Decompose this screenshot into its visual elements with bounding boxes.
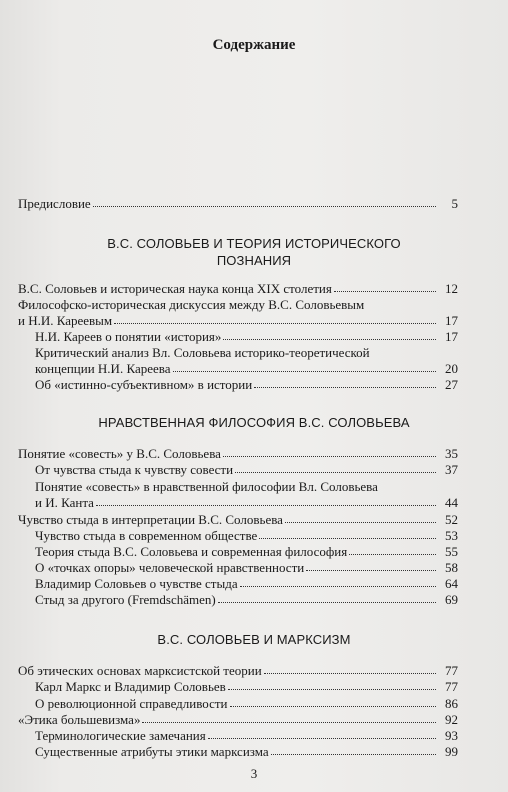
leader-dots bbox=[208, 728, 436, 739]
toc-entry[interactable] bbox=[0, 296, 508, 313]
toc-entry-title: Чувство стыда в современном обществе bbox=[35, 528, 258, 543]
toc-entry[interactable] bbox=[0, 575, 508, 592]
toc-entry-preface[interactable] bbox=[0, 195, 508, 212]
toc-entry-title: концепции Н.И. Кареева bbox=[35, 361, 171, 376]
toc-entry-page: 64 bbox=[445, 576, 458, 591]
leader-dots bbox=[114, 313, 436, 324]
toc-entry-title: и Н.И. Кареевым bbox=[18, 313, 113, 328]
toc-entry-title: Н.И. Кареев о понятии «история» bbox=[35, 329, 222, 344]
toc-entry-title: Существенные атрибуты этики марксизма bbox=[35, 744, 269, 759]
section-heading: В.С. СОЛОВЬЕВ И ТЕОРИЯ ИСТОРИЧЕСКОГО bbox=[107, 236, 401, 251]
toc-entry-page: 92 bbox=[445, 712, 458, 727]
toc-entry-page: 20 bbox=[445, 361, 458, 376]
page-title: Содержание bbox=[212, 37, 296, 53]
leader-dots bbox=[254, 377, 436, 388]
toc-entry[interactable] bbox=[0, 727, 508, 744]
toc-entry[interactable] bbox=[0, 461, 508, 478]
toc-entry[interactable] bbox=[0, 328, 508, 345]
toc-entry-title: Понятие «совесть» у В.С. Соловьева bbox=[18, 446, 221, 461]
section-heading-continued: ПОЗНАНИЯ bbox=[216, 253, 292, 268]
page-number: 3 bbox=[250, 766, 258, 781]
leader-dots bbox=[142, 712, 436, 723]
toc-entry-page: 52 bbox=[445, 512, 458, 527]
leader-dots bbox=[285, 512, 436, 523]
toc-entry-page: 35 bbox=[445, 446, 458, 461]
leader-dots bbox=[223, 329, 436, 340]
toc-entry-title: «Этика большевизма» bbox=[18, 712, 141, 727]
toc-entry-title: О революционной справедливости bbox=[35, 696, 228, 711]
leader-dots bbox=[228, 679, 436, 690]
toc-entry[interactable] bbox=[0, 445, 508, 462]
toc-entry-continued[interactable] bbox=[0, 312, 508, 329]
toc-entry-page: 55 bbox=[445, 544, 458, 559]
toc-entry-title: Чувство стыда в интерпретации В.С. Соловьева bbox=[18, 512, 283, 527]
leader-dots bbox=[264, 663, 436, 674]
toc-entry-title: Терминологические замечания bbox=[35, 728, 206, 743]
leader-dots bbox=[306, 560, 436, 571]
toc-entry-page: 27 bbox=[445, 377, 458, 392]
toc-entry[interactable] bbox=[0, 695, 508, 712]
toc-entry[interactable] bbox=[0, 376, 508, 393]
toc-entry-title: Философско-историческая дискуссия между В.С. Соловьевым bbox=[18, 297, 365, 312]
leader-dots bbox=[223, 446, 436, 457]
section-heading: В.С. СОЛОВЬЕВ И МАРКСИЗМ bbox=[157, 632, 351, 647]
leader-dots bbox=[96, 495, 436, 506]
leader-dots bbox=[93, 196, 436, 207]
toc-entry-title: Стыд за другого (Fremdschämen) bbox=[35, 592, 216, 607]
leader-dots bbox=[230, 696, 436, 707]
toc-entry[interactable] bbox=[0, 591, 508, 608]
toc-entry-title: Карл Маркс и Владимир Соловьев bbox=[35, 679, 226, 694]
toc-entry-title: О «точках опоры» человеческой нравственности bbox=[35, 560, 305, 575]
toc-entry[interactable] bbox=[0, 559, 508, 576]
toc-entry[interactable] bbox=[0, 280, 508, 297]
toc-entry-title: Владимир Соловьев о чувстве стыда bbox=[35, 576, 238, 591]
toc-entry-page: 69 bbox=[445, 592, 458, 607]
toc-entry-title: Понятие «совесть» в нравственной философии Вл. Соловьева bbox=[35, 479, 378, 494]
toc-entry-title: и И. Канта bbox=[35, 495, 94, 510]
toc-entry-continued[interactable] bbox=[0, 494, 508, 511]
toc-entry-page: 37 bbox=[445, 462, 458, 477]
toc-entry[interactable] bbox=[0, 344, 508, 361]
leader-dots bbox=[349, 544, 436, 555]
toc-entry-page: 44 bbox=[445, 495, 458, 510]
leader-dots bbox=[240, 576, 436, 587]
toc-entry[interactable] bbox=[0, 743, 508, 760]
toc-entry[interactable] bbox=[0, 711, 508, 728]
toc-entry[interactable] bbox=[0, 678, 508, 695]
toc-entry-page: 17 bbox=[445, 329, 458, 344]
toc-entry[interactable] bbox=[0, 662, 508, 679]
leader-dots bbox=[173, 361, 437, 372]
toc-entry-page: 17 bbox=[445, 313, 458, 328]
leader-dots bbox=[235, 462, 436, 473]
toc-entry-page: 58 bbox=[445, 560, 458, 575]
toc-entry-page: 93 bbox=[445, 728, 458, 743]
leader-dots bbox=[218, 592, 436, 603]
toc-entry-page: 86 bbox=[445, 696, 458, 711]
toc-entry-title: Об этических основах марксистской теории bbox=[18, 663, 262, 678]
toc-entry-title: От чувства стыда к чувству совести bbox=[35, 462, 234, 477]
section-heading: НРАВСТВЕННАЯ ФИЛОСОФИЯ В.С. СОЛОВЬЕВА bbox=[98, 415, 410, 430]
toc-entry-title: В.С. Соловьев и историческая наука конца XIX столетия bbox=[18, 281, 332, 296]
toc-entry-page: 77 bbox=[445, 663, 458, 678]
toc-entry[interactable] bbox=[0, 527, 508, 544]
toc-entry-page: 99 bbox=[445, 744, 458, 759]
toc-entry[interactable] bbox=[0, 543, 508, 560]
toc-entry-title: Теория стыда В.С. Соловьева и современная философия bbox=[35, 544, 348, 559]
toc-entry[interactable] bbox=[0, 478, 508, 495]
toc-entry-page: 12 bbox=[445, 281, 458, 296]
toc-entry-title: Об «истинно-субъективном» в истории bbox=[35, 377, 253, 392]
toc-entry-page: 77 bbox=[445, 679, 458, 694]
toc-entry-title: Предисловие bbox=[18, 196, 91, 211]
leader-dots bbox=[259, 528, 436, 539]
leader-dots bbox=[271, 744, 436, 755]
toc-entry-page: 5 bbox=[451, 196, 458, 211]
toc-entry-continued[interactable] bbox=[0, 360, 508, 377]
toc-entry-page: 53 bbox=[445, 528, 458, 543]
toc-entry[interactable] bbox=[0, 511, 508, 528]
leader-dots bbox=[334, 281, 436, 292]
toc-entry-title: Критический анализ Вл. Соловьева историко-теоретической bbox=[35, 345, 370, 360]
